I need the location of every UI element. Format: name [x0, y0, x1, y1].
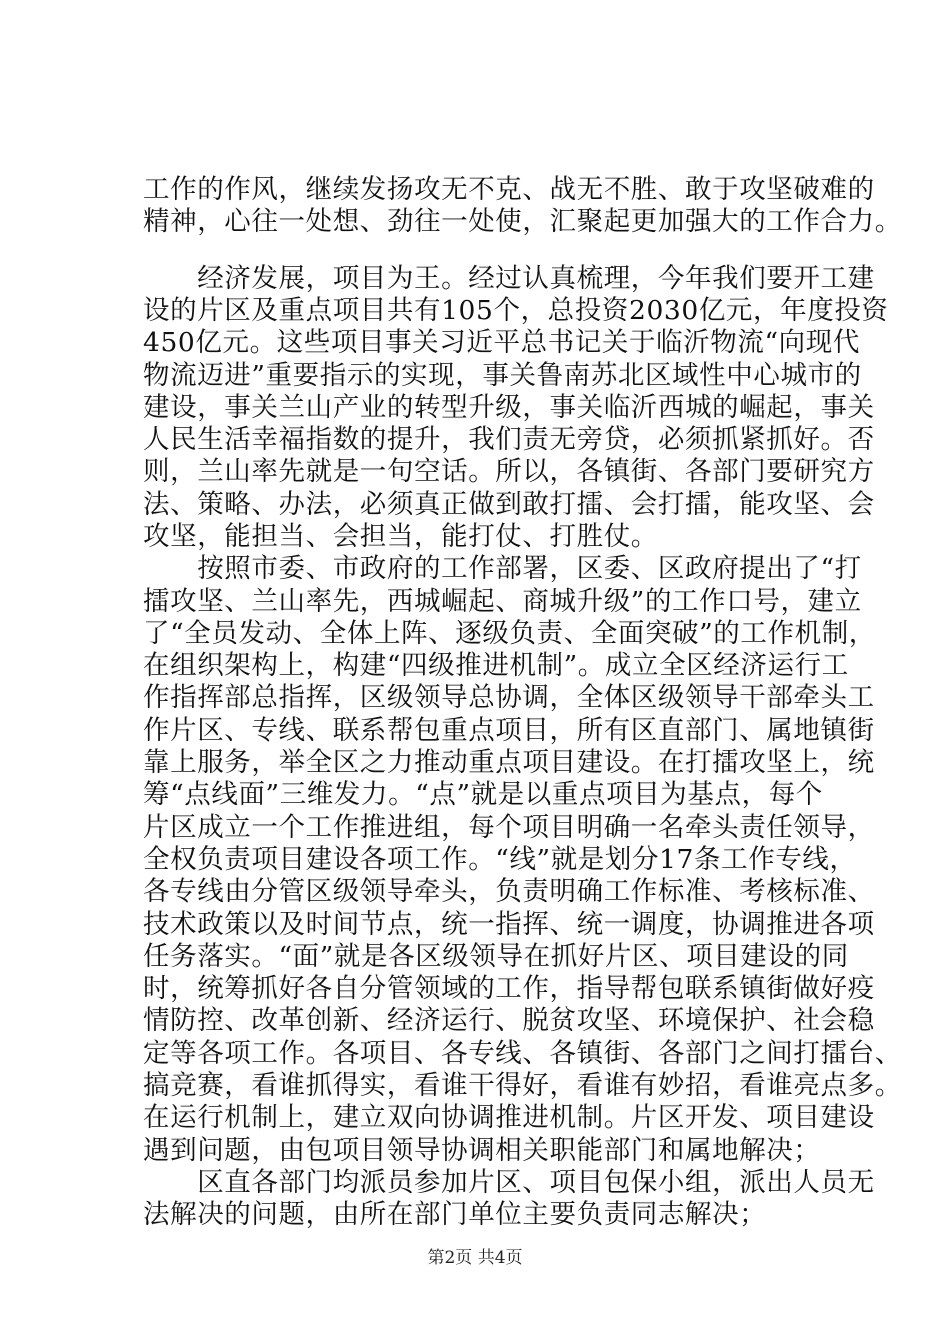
text-line: 片区成立一个工作推进组，每个项目明确一名牵头责任领导，: [143, 812, 875, 843]
text-line: 区直各部门均派员参加片区、项目包保小组，派出人员无: [143, 1167, 875, 1198]
text-line: 作片区、专线、联系帮包重点项目，所有区直部门、属地镇街: [143, 715, 875, 746]
text-line: 在组织架构上，构建“四级推进机制”。成立全区经济运行工: [143, 650, 849, 681]
text-line: 经济发展，项目为王。经过认真梳理，今年我们要开工建: [143, 263, 875, 294]
text-line: 筹“点线面”三维发力。“点”就是以重点项目为基点，每个: [143, 779, 823, 810]
text-line: 技术政策以及时间节点，统一指挥、统一调度，协调推进各项: [143, 909, 875, 940]
text-line: 在运行机制上，建立双向协调推进机制。片区开发、项目建设: [143, 1102, 875, 1133]
text-line: 人民生活幸福指数的提升，我们责无旁贷，必须抓紧抓好。否: [143, 424, 875, 455]
text-line: 任务落实。“面”就是各区级领导在抓好片区、项目建设的同: [143, 941, 849, 972]
text-line: 定等各项工作。各项目、各专线、各镇街、各部门之间打擂台、: [143, 1038, 902, 1069]
text-line: 则，兰山率先就是一句空话。所以，各镇街、各部门要研究方: [143, 456, 875, 487]
page-footer: 第2页 共4页: [427, 1248, 523, 1268]
text-line: 按照市委、市政府的工作部署，区委、区政府提出了“打: [143, 553, 862, 584]
text-line: 情防控、改革创新、经济运行、脱贫攻坚、环境保护、社会稳: [143, 1005, 875, 1036]
text-line: 时，统筹抓好各自分管领域的工作，指导帮包联系镇街做好疫: [143, 973, 875, 1004]
text-line: 物流迈进”重要指示的实现，事关鲁南苏北区域性中心城市的: [143, 360, 862, 391]
text-line: 精神，心往一处想、劲往一处使，汇聚起更加强大的工作合力。: [143, 206, 902, 237]
text-line: 全权负责项目建设各项工作。“线”就是划分17条工作专线，: [143, 844, 857, 875]
text-line: 法、策略、办法，必须真正做到敢打擂、会打擂，能攻坚、会: [143, 489, 875, 520]
text-line: 450亿元。这些项目事关习近平总书记关于临沂物流“向现代: [143, 327, 860, 358]
text-line: 工作的作风，继续发扬攻无不克、战无不胜、敢于攻坚破难的: [143, 174, 875, 205]
text-line: 了“全员发动、全体上阵、逐级负责、全面突破”的工作机制，: [143, 618, 876, 649]
text-line: 设的片区及重点项目共有105个，总投资2030亿元，年度投资: [143, 295, 889, 326]
text-line: 搞竞赛，看谁抓得实，看谁干得好，看谁有妙招，看谁亮点多。: [143, 1070, 902, 1101]
text-line: 作指挥部总指挥，区级领导总协调，全体区级领导干部牵头工: [143, 682, 875, 713]
text-line: 靠上服务，举全区之力推动重点项目建设。在打擂攻坚上，统: [143, 747, 875, 778]
text-line: 擂攻坚、兰山率先，西城崛起、商城升级”的工作口号，建立: [143, 586, 862, 617]
text-line: 建设，事关兰山产业的转型升级，事关临沂西城的崛起，事关: [143, 392, 875, 423]
text-line: 各专线由分管区级领导牵头，负责明确工作标准、考核标准、: [143, 876, 875, 907]
text-line: 攻坚，能担当、会担当，能打仗、打胜仗。: [143, 521, 658, 552]
text-line: 法解决的问题，由所在部门单位主要负责同志解决；: [143, 1199, 767, 1230]
text-line: 遇到问题，由包项目领导协调相关职能部门和属地解决；: [143, 1135, 821, 1166]
